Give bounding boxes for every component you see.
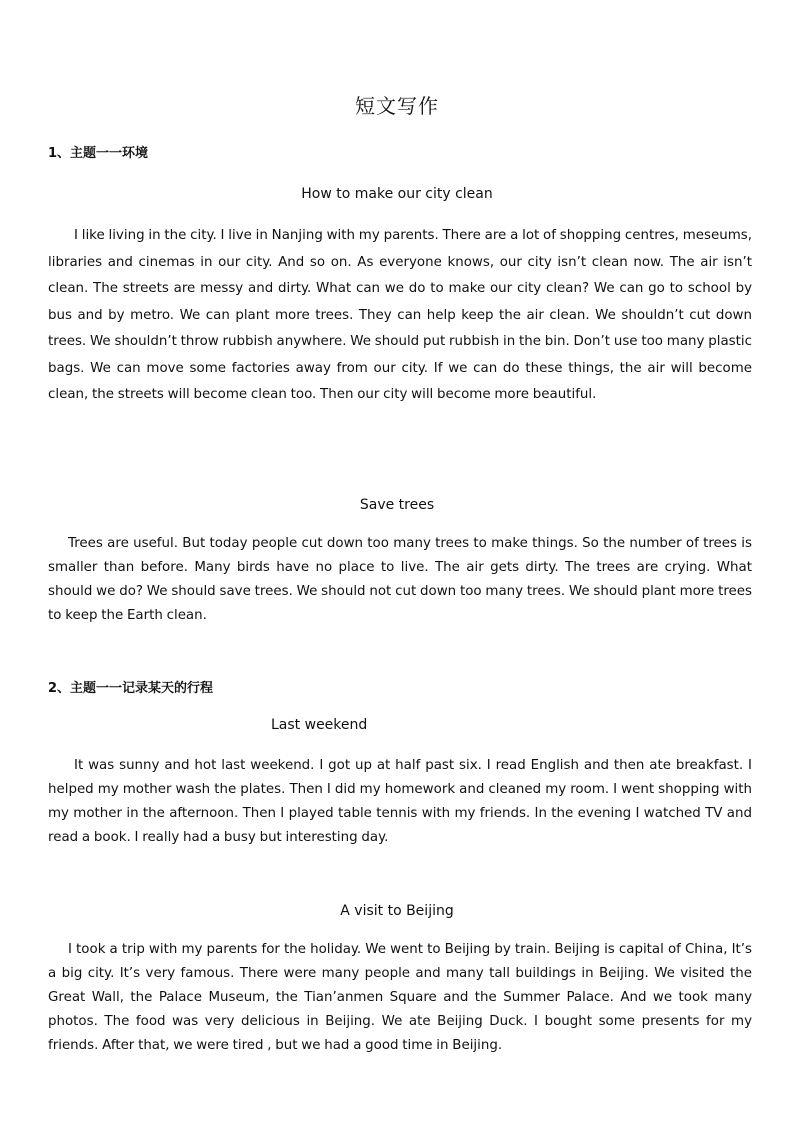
essay-title-visit-beijing: A visit to Beijing (340, 903, 454, 919)
essay-body-last-weekend: It was sunny and hot last weekend. I got up at half past six. I read English and then ate breakfast. I helped my mother wash the plates. Then I did my homework and cleaned my room. I went shopping with my mother in the afternoon. Then I played table tennis with my friends. In the evening I watched TV and read a book. I really had a busy but interesting day. (48, 758, 752, 845)
essay-body-save-trees: Trees are useful. But today people cut down too many trees to make things. So the number of trees is smaller than before. Many birds have no place to live. The air gets dirty. The trees are crying. What should we do? We should save trees. We should not cut down too many trees. We should plant more trees to keep the Earth clean. (48, 536, 752, 623)
document-title: 短文写作 (355, 94, 439, 118)
essay-body-visit-beijing: I took a trip with my parents for the holiday. We went to Beijing by train. Beijing is capital of China, It’s a big city. It’s very famous. There were many people and many tall buildings in Beijing. We visited the Great Wall, the Palace Museum, the Tian’anmen Square and the Summer Palace. And we took many photos. The food was very delicious in Beijing. We ate Beijing Duck. I bought some presents for my friends. After that, we were tired , but we had a good time in Beijing. (48, 942, 752, 1053)
section-heading-environment: 1、主题一一环境 (48, 146, 149, 161)
section-heading-trip-record: 2、主题一一记录某天的行程 (48, 681, 214, 696)
essay-title-save-trees: Save trees (359, 497, 435, 513)
essay-title-city-clean: How to make our city clean (301, 186, 493, 202)
essay-title-last-weekend: Last weekend (271, 717, 368, 733)
essay-body-city-clean: I like living in the city. I live in Nanjing with my parents. There are a lot of shopping centres, meseums, libraries and cinemas in our city. And so on. As everyone knows, our city isn’t clean now. The air isn’t clean. The streets are messy and dirty. What can we do to make our city clean? We can go to school by bus and by metro. We can plant more trees. They can help keep the air clean. We shouldn’t cut down trees. We shouldn’t throw rubbish anywhere. We should put rubbish in the bin. Don’t use too many plastic bags. We can move some factories away from our city. If we can do these things, the air will become clean, the streets will become clean too. Then our city will become more beautiful. (48, 228, 752, 402)
